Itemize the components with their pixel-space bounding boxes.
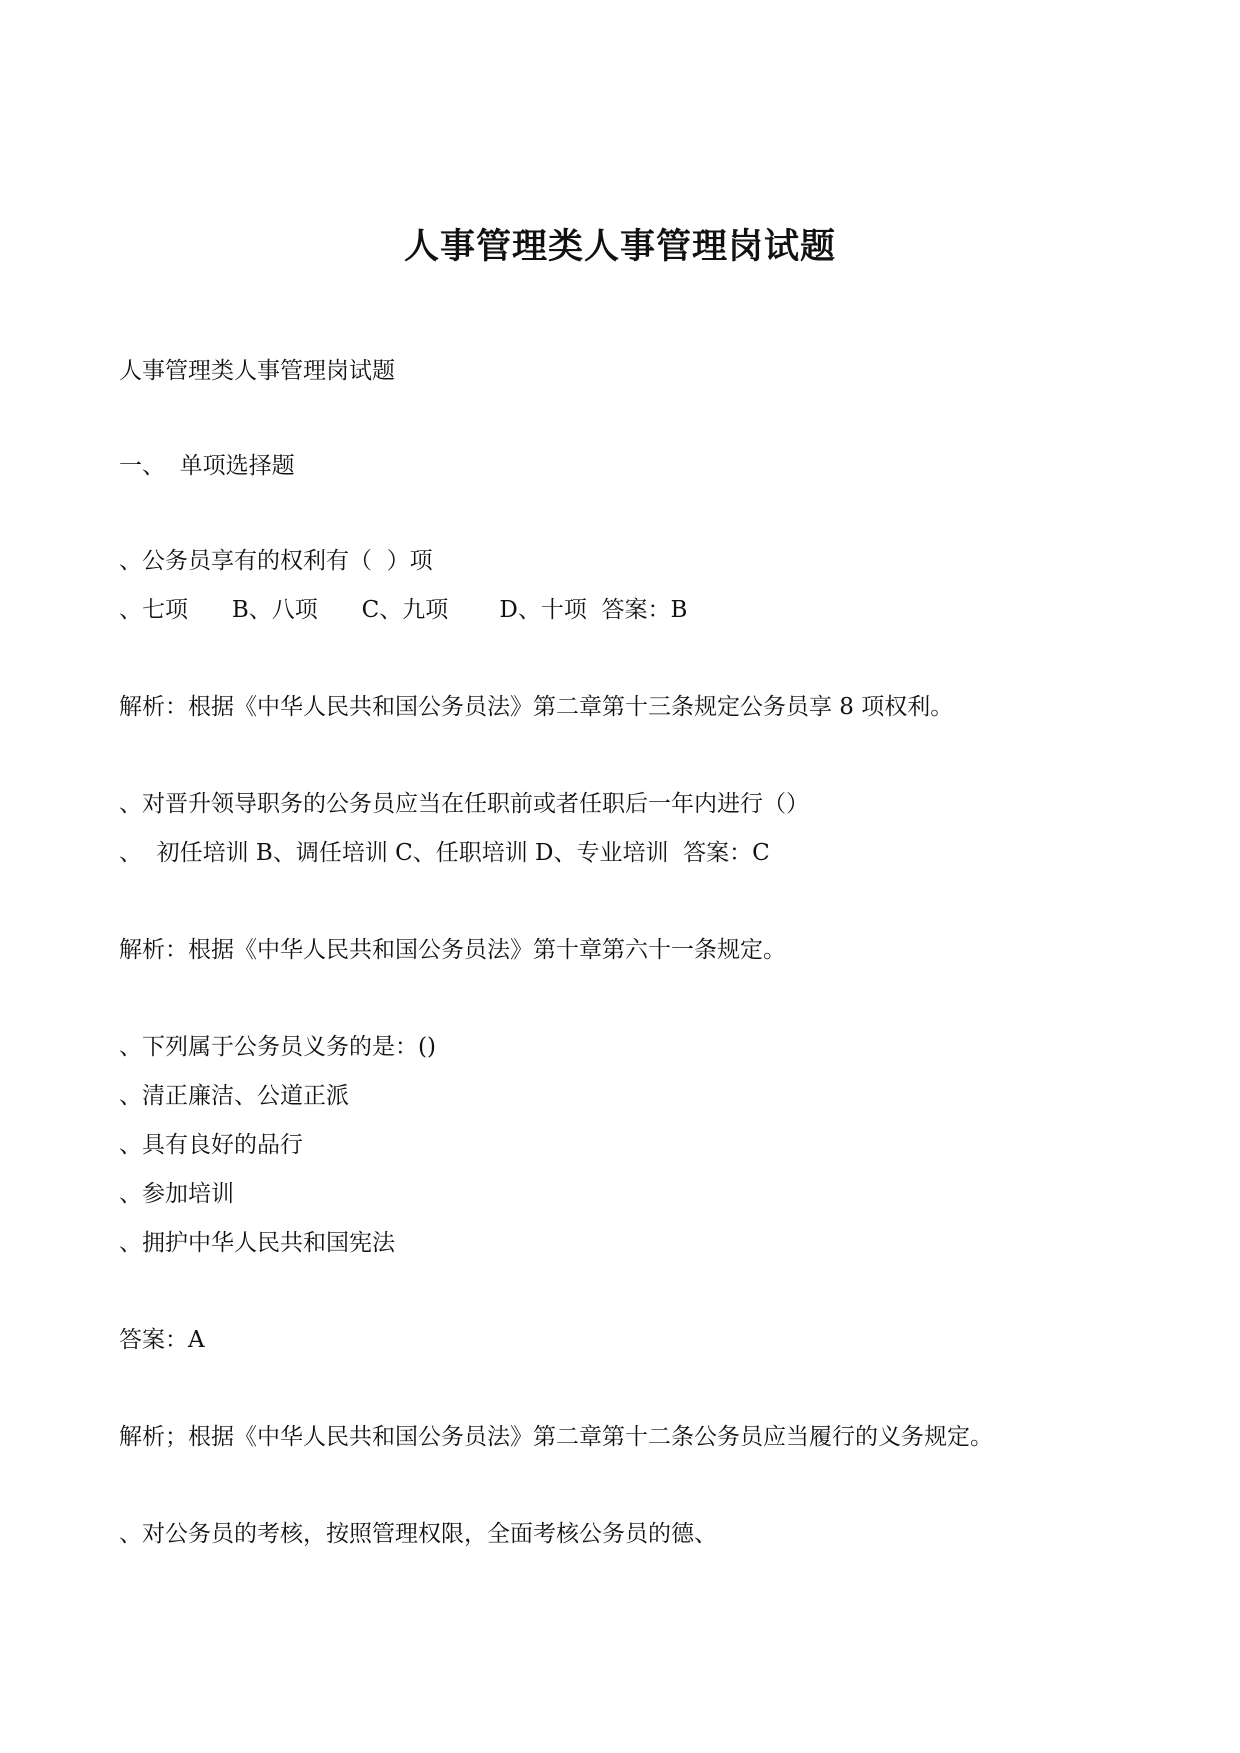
question-3-stem: 、下列属于公务员义务的是：() <box>119 1034 436 1060</box>
question-2-analysis: 解析：根据《中华人民共和国公务员法》第十章第六十一条规定。 <box>119 937 786 963</box>
question-1-analysis: 解析：根据《中华人民共和国公务员法》第二章第十三条规定公务员享 8 项权利。 <box>119 694 954 720</box>
question-3-option-d: 、拥护中华人民共和国宪法 <box>119 1230 395 1256</box>
question-2-stem: 、对晋升领导职务的公务员应当在任职前或者任职后一年内进行（） <box>119 791 809 817</box>
question-3-analysis: 解析；根据《中华人民共和国公务员法》第二章第十二条公务员应当履行的义务规定。 <box>119 1424 993 1450</box>
question-3-option-c: 、参加培训 <box>119 1181 234 1207</box>
section-heading: 一、 单项选择题 <box>119 453 295 479</box>
document-subtitle: 人事管理类人事管理岗试题 <box>119 358 395 384</box>
question-4-stem: 、对公务员的考核，按照管理权限，全面考核公务员的德、 <box>119 1521 717 1547</box>
question-3-option-b: 、具有良好的品行 <box>119 1132 303 1158</box>
question-1-options: 、七项 B、八项 C、九项 D、十项 答案：B <box>119 597 688 623</box>
page-title: 人事管理类人事管理岗试题 <box>403 226 836 267</box>
question-3-option-a: 、清正廉洁、公道正派 <box>119 1083 349 1109</box>
question-2-options: 、 初任培训 B、调任培训 C、任职培训 D、专业培训 答案：C <box>119 840 770 866</box>
question-1-stem: 、公务员享有的权利有（ ）项 <box>119 548 433 574</box>
question-3-answer: 答案：A <box>119 1327 205 1353</box>
